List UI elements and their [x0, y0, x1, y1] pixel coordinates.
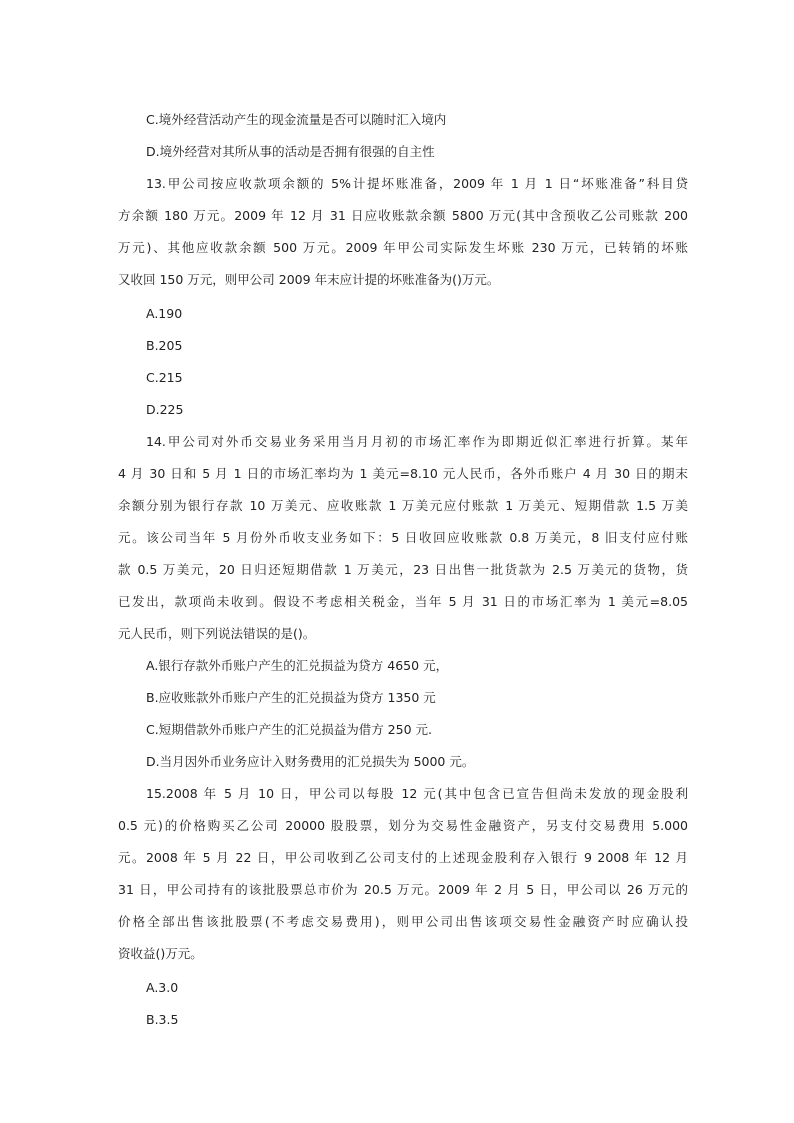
question-14-line-5: 款 0.5 万美元，20 日归还短期借款 1 万美元，23 日出售一批货款为 2.5 万美元的货物，货	[118, 562, 688, 577]
option-13-a: A.190	[146, 306, 183, 321]
option-14-c: C.短期借款外币账户产生的汇兑损益为借方 250 元.	[146, 722, 432, 737]
question-14-line-3: 余额分别为银行存款 10 万美元、应收账款 1 万美元应付账款 1 万美元、短期借款 1.5 万美	[118, 498, 688, 513]
question-14-line-4: 元。该公司当年 5 月份外币收支业务如下：5 日收回应收账款 0.8 万美元，8 旧支付应付账	[118, 530, 688, 545]
option-13-d: D.225	[146, 402, 184, 417]
option-12-c: C.境外经营活动产生的现金流量是否可以随时汇入境内	[146, 112, 447, 127]
question-15-line-6: 资收益()万元。	[118, 946, 203, 961]
option-15-b: B.3.5	[146, 1012, 179, 1027]
option-14-a: A.银行存款外币账户产生的汇兑损益为贷方 4650 元，	[146, 658, 449, 673]
question-14-line-2: 4 月 30 日和 5 月 1 日的市场汇率均为 1 美元=8.10 元人民币，各外币账户 4 月 30 日的期末	[118, 466, 688, 481]
option-13-c: C.215	[146, 370, 183, 385]
question-14-line-6: 已发出，款项尚未收到。假设不考虑相关税金，当年 5 月 31 日的市场汇率为 1 美元=8.05	[118, 594, 688, 609]
question-13-line-4: 又收回 150 万元，则甲公司 2009 年末应计提的坏账准备为()万元。	[118, 272, 500, 287]
question-13-line-2: 方余额 180 万元。2009 年 12 月 31 日应收账款余额 5800 万元(其中含预收乙公司账款 200	[118, 208, 688, 223]
option-13-b: B.205	[146, 338, 183, 353]
question-14-line-1: 14.甲公司对外币交易业务采用当月月初的市场汇率作为即期近似汇率进行折算。某年	[146, 434, 688, 449]
question-15	[118, 784, 688, 976]
question-15-line-4: 31 日，甲公司持有的该批股票总市价为 20.5 万元。2009 年 2 月 5 日，甲公司以 26 万元的	[118, 882, 688, 897]
question-13-line-1: 13.甲公司按应收款项余额的 5%计提坏账准备，2009 年 1 月 1 日“坏账准备”科目贷	[146, 176, 688, 191]
option-14-d: D.当月因外币业务应计入财务费用的汇兑损失为 5000 元。	[146, 754, 475, 769]
question-15-line-1: 15.2008 年 5 月 10 日，甲公司以每股 12 元(其中包含已宣告但尚未发放的现金股利	[146, 786, 688, 801]
question-14	[118, 432, 688, 656]
option-12-d: D.境外经营对其所从事的活动是否拥有很强的自主性	[146, 144, 435, 159]
question-14-line-7: 元人民币，则下列说法错误的是()。	[118, 626, 316, 641]
question-13-line-3: 万元)、其他应收款余额 500 万元。2009 年甲公司实际发生坏账 230 万元，已转销的坏账	[118, 240, 688, 255]
question-15-line-5: 价格全部出售该批股票(不考虑交易费用)，则甲公司出售该项交易性金融资产时应确认投	[118, 914, 688, 929]
option-15-a: A.3.0	[146, 980, 179, 995]
question-13	[118, 174, 688, 302]
question-15-line-2: 0.5 元)的价格购买乙公司 20000 股股票，划分为交易性金融资产，另支付交易费用 5.000	[118, 818, 688, 833]
question-15-line-3: 元。2008 年 5 月 22 日，甲公司收到乙公司支付的上述现金股利存入银行 9 2008 年 12 月	[118, 850, 688, 865]
option-14-b: B.应收账款外币账户产生的汇兑损益为贷方 1350 元	[146, 690, 436, 705]
